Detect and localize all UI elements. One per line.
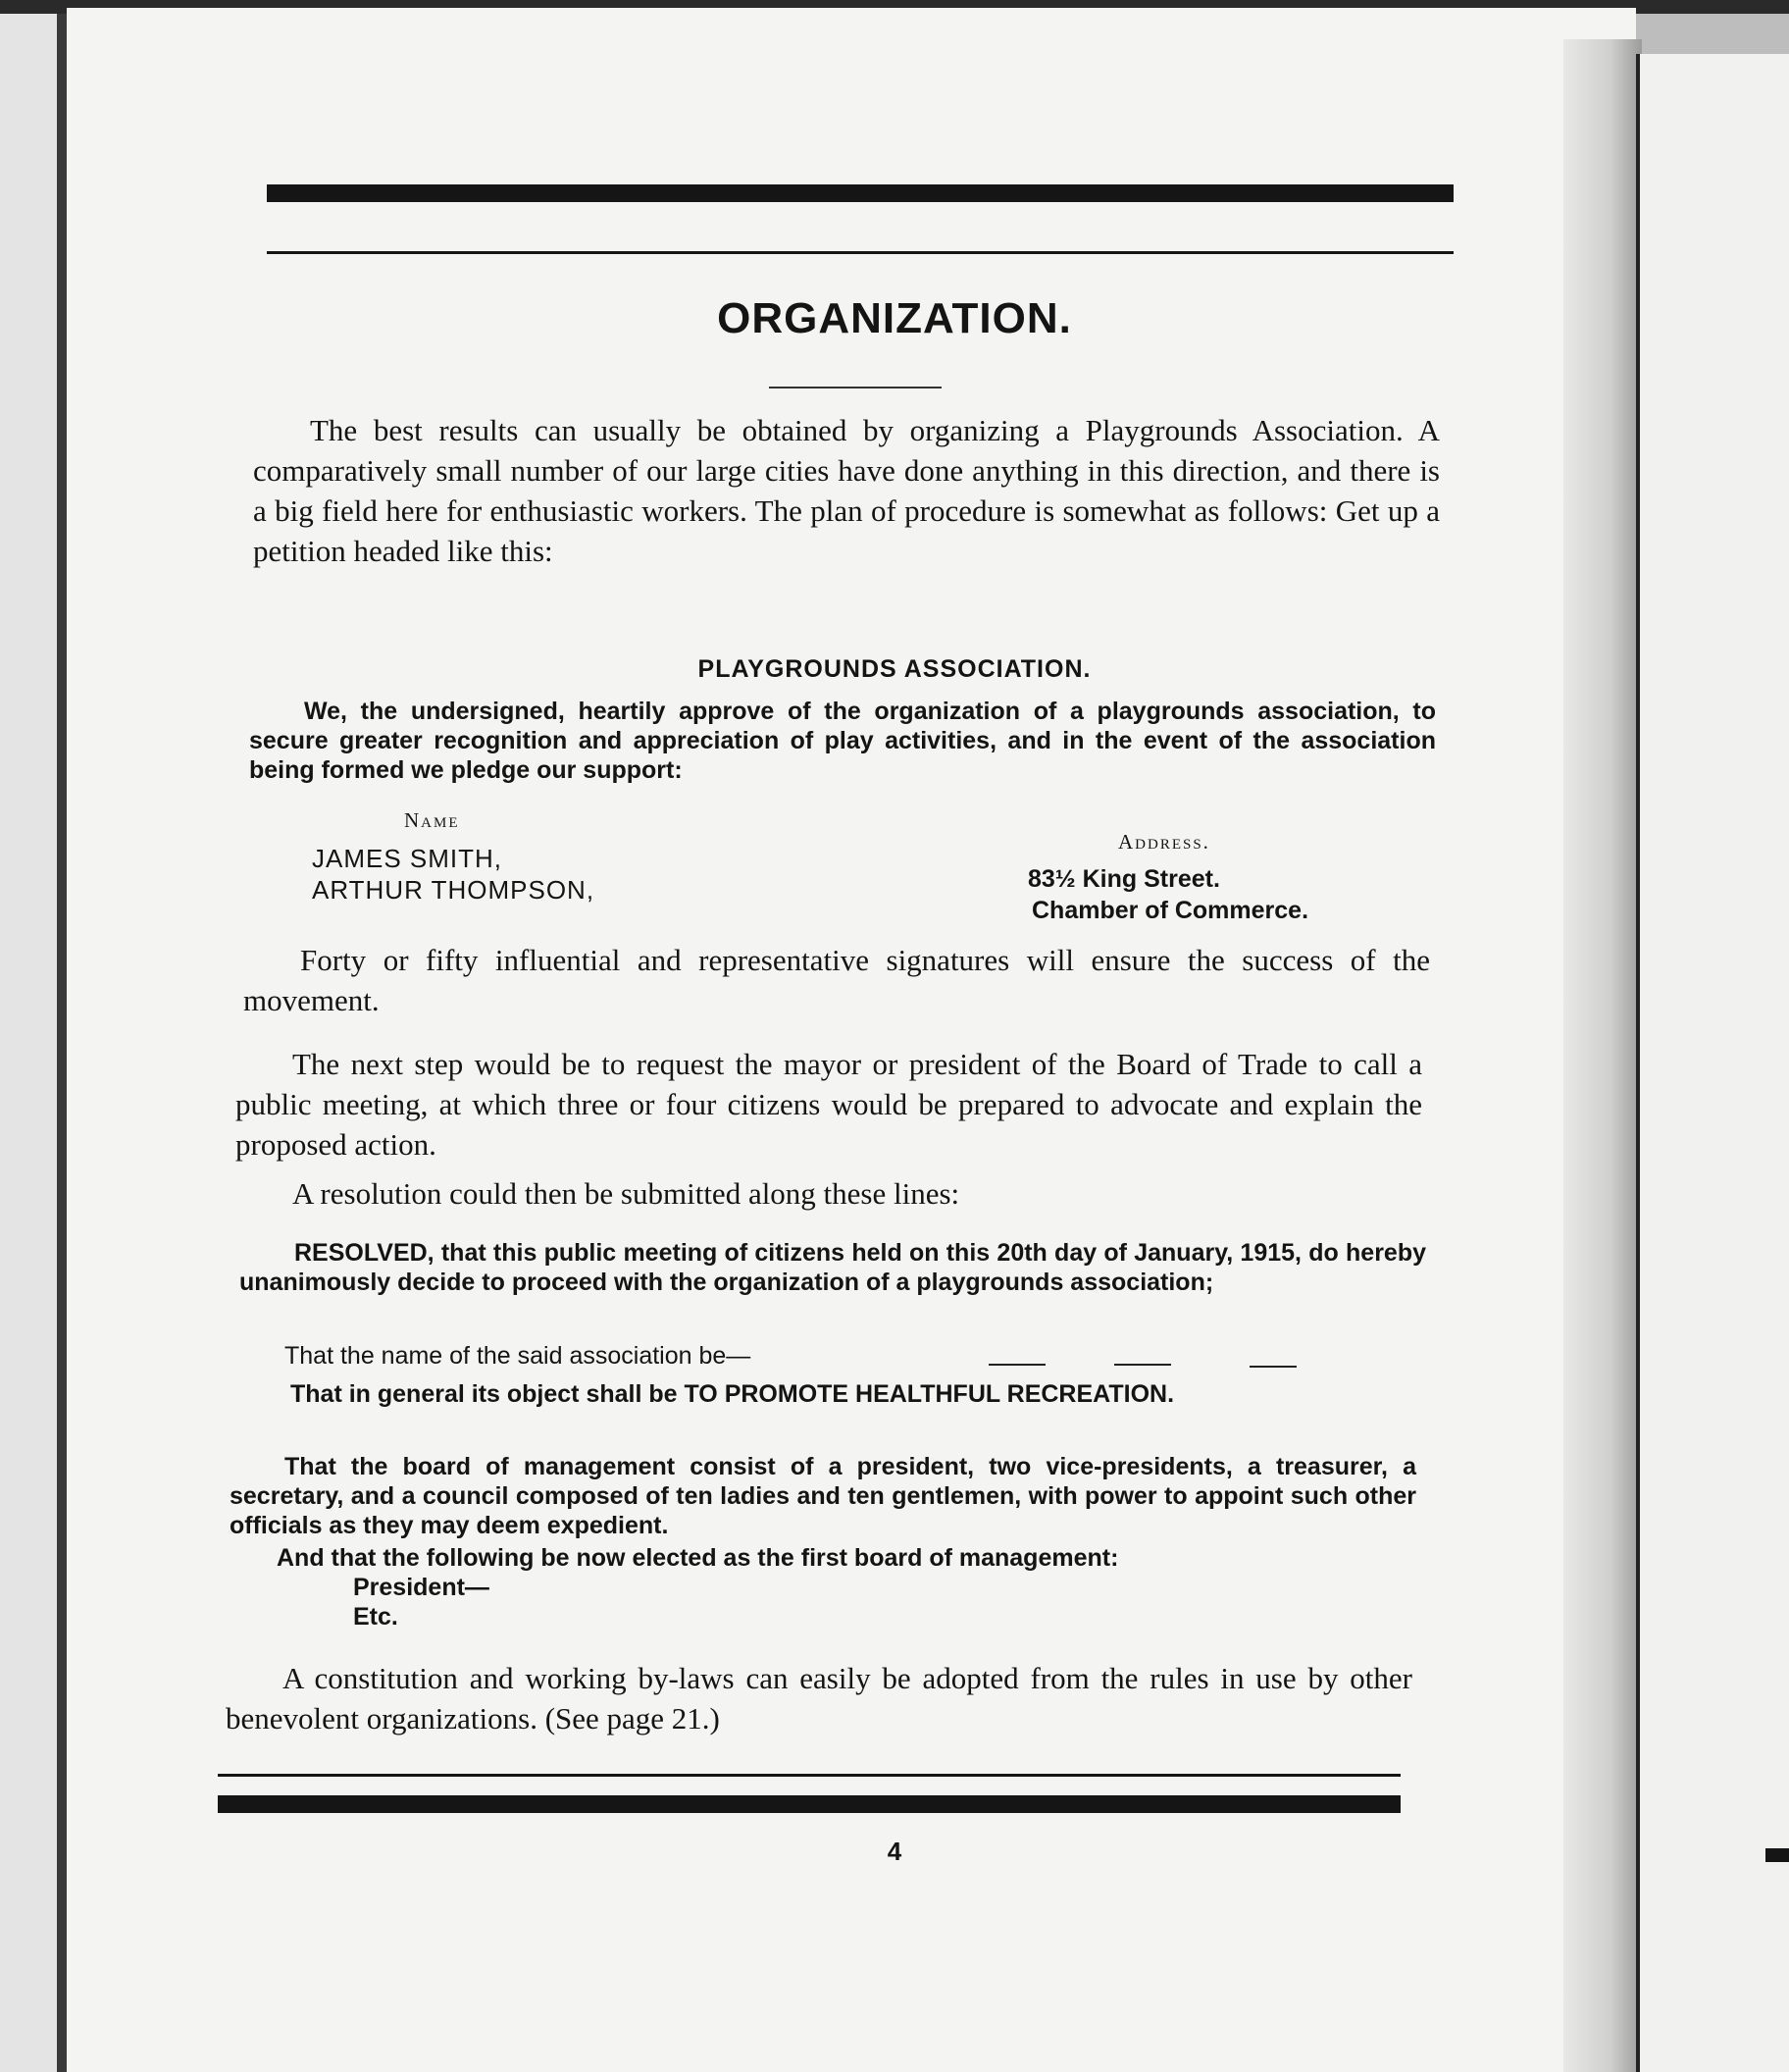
- constitution-paragraph: A constitution and working by-laws can easily be adopted from the rules in use by other benevolent organizations. (See page 21.): [226, 1661, 1412, 1735]
- page-gutter-shadow: [1563, 39, 1642, 2072]
- petition-heading: PLAYGROUNDS ASSOCIATION.: [697, 655, 1092, 683]
- header-rule-thick: [267, 184, 1454, 202]
- elected-line: And that the following be now elected as the first board of management:: [277, 1544, 1119, 1572]
- title-underline: [769, 387, 942, 388]
- signatory-address: 83½ King Street.: [1028, 865, 1220, 893]
- signatory-name: JAMES SMITH,: [312, 844, 503, 873]
- intro-paragraph: The best results can usually be obtained by organizing a Playgrounds Association. A comparatively small number of our large cities have done anything in this direction, and there is a big field here for enthusiastic workers. The plan of procedure is somewhat as follows: Get up a petition headed like this:: [253, 413, 1440, 568]
- name-column-header: Name: [404, 808, 460, 832]
- association-name-line: That the name of the said association be—: [284, 1342, 751, 1370]
- next-step-paragraph: The next step would be to request the mayor or president of the Board of Trade to call a public meeting, at which three or four citizens would be prepared to advocate and explain the proposed action.: [235, 1047, 1422, 1162]
- signatory-name: ARTHUR THOMPSON,: [312, 875, 595, 905]
- resolution-resolved: RESOLVED, that this public meeting of citizens held on this 20th day of January, 1915, do hereby unanimously decide to proceed with the organization of a playgrounds association;: [239, 1239, 1426, 1296]
- address-column-header: Address.: [1118, 830, 1210, 854]
- next-page-edge: [1640, 54, 1789, 2072]
- board-line: That the board of management consist of a president, two vice-presidents, a treasurer, a secretary, and a council composed of ten ladies and ten gentlemen, with power to appoint such other officials as they may deem expedient.: [230, 1453, 1416, 1539]
- name-blank: [989, 1364, 1046, 1366]
- resolution-intro-paragraph: A resolution could then be submitted along these lines:: [292, 1176, 960, 1211]
- page-title: ORGANIZATION.: [717, 294, 1072, 342]
- signatory-address: Chamber of Commerce.: [1032, 897, 1309, 924]
- president-line: President—: [353, 1574, 489, 1601]
- header-rule-thin: [267, 251, 1454, 254]
- footer-rule-thin: [218, 1774, 1401, 1777]
- name-blank: [1114, 1364, 1171, 1366]
- etc-line: Etc.: [353, 1603, 398, 1631]
- signatures-paragraph: Forty or fifty influential and representative signatures will ensure the success of the movement.: [243, 943, 1430, 1017]
- name-blank: [1250, 1366, 1297, 1368]
- object-line: That in general its object shall be TO PROMOTE HEALTHFUL RECREATION.: [290, 1380, 1175, 1408]
- footer-rule-thick: [218, 1795, 1401, 1813]
- petition-text: We, the undersigned, heartily approve of the organization of a playgrounds association, to secure greater recognition and appreciation of play activities, and in the event of the association being formed we pledge our support:: [249, 698, 1436, 784]
- page-number: 4: [887, 1837, 902, 1866]
